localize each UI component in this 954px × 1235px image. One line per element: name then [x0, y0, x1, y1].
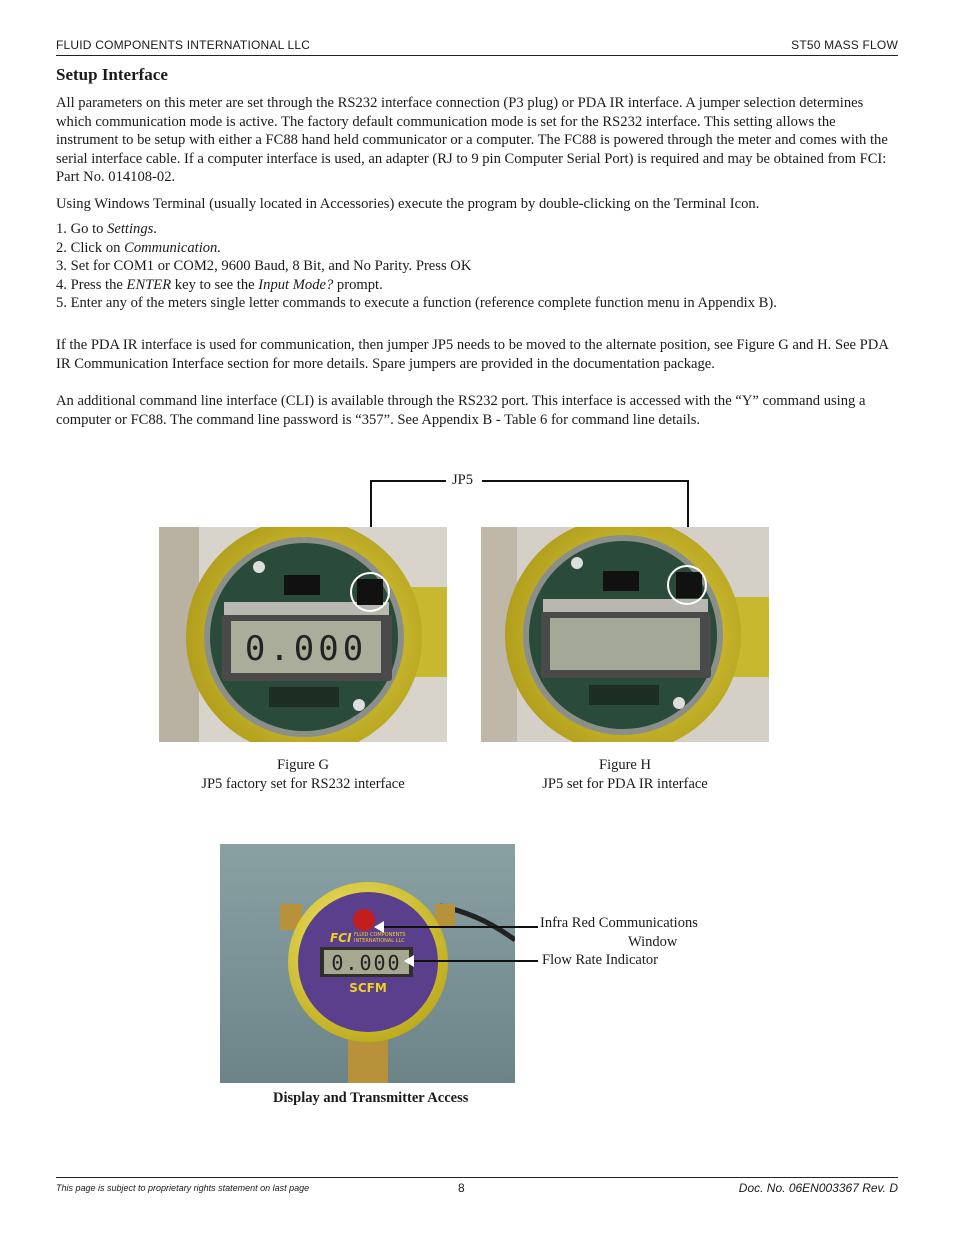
figure-g-text: JP5 factory set for RS232 interface [201, 776, 405, 792]
section-title: Setup Interface [56, 65, 168, 84]
paragraph-cli: An additional command line interface (CLI) is available through the RS232 port. This interface is accessed with the “Y” command using a computer or FC88. The command line password is “357”. See Appendix B - Table 6 for command line details. [56, 393, 866, 428]
flow-callout-arrow [404, 955, 414, 967]
figure-h-photo [481, 527, 769, 742]
step-3: 3. Set for COM1 or COM2, 9600 Baud, 8 Bit, and No Parity. Press OK [56, 258, 472, 275]
footer-proprietary: This page is subject to proprietary rights statement on last page [56, 1183, 310, 1193]
ir-callout-arrow [374, 921, 384, 933]
display-logo-sub2: INTERNATIONAL LLC [354, 938, 405, 944]
flow-callout-label: Flow Rate Indicator [542, 952, 658, 968]
paragraph-pda: If the PDA IR interface is used for communication, then jumper JP5 needs to be moved to the alternate position, see Figure G and H. See PDA IR Communication Interface section for more details. Spare jumpers are provided in the documentation package. [56, 337, 889, 372]
jp5-label: JP5 [452, 472, 473, 488]
display-photo [220, 844, 515, 1083]
step-2: 2. Click on Communication. [56, 239, 221, 256]
figure-g-caption [159, 756, 447, 794]
figure-g-photo [159, 527, 447, 742]
footer-rule [56, 1177, 898, 1178]
jp5-leader-right-h [482, 480, 688, 482]
figure-h-title: Figure H [599, 757, 651, 773]
paragraph-terminal: Using Windows Terminal (usually located in Accessories) execute the program by double-clicking on the Terminal Icon. [56, 196, 760, 212]
step-4: 4. Press the ENTER key to see the Input Mode? prompt. [56, 276, 383, 293]
footer-doc-number: Doc. No. 06EN003367 Rev. D [738, 1181, 898, 1195]
display-lcd: 0.000 [331, 951, 402, 975]
footer-page-number: 8 [458, 1181, 465, 1195]
display-caption: Display and Transmitter Access [273, 1090, 469, 1106]
header-company: FLUID COMPONENTS INTERNATIONAL LLC [56, 38, 311, 52]
step-5: 5. Enter any of the meters single letter commands to execute a function (reference complete function menu in Appendix B). [56, 295, 777, 312]
figure-g-title: Figure G [277, 757, 329, 773]
jp5-leader-left-h [370, 480, 446, 482]
display-unit: SCFM [349, 981, 387, 995]
ir-callout-label-2: Window [628, 934, 678, 950]
ir-callout-label-1: Infra Red Communications [540, 915, 698, 931]
step-1: 1. Go to Settings. [56, 221, 157, 237]
display-logo: FCI [330, 931, 352, 945]
paragraph-interface: All parameters on this meter are set through the RS232 interface connection (P3 plug) or PDA IR interface. A jumper selection determines which communication mode is active. The factory default communication mode is set for the RS232 interface. This setting allows the instrument to be setup with either a FC88 hand held communicator or a computer. The FC88 is powered through the meter and comes with the serial interface cable. If a computer interface is used, an adapter (RJ to 9 pin Computer Serial Port) is required and may be obtained from FCI: Part No. 014108-02. [56, 95, 888, 186]
header-rule [56, 55, 898, 56]
header-product: ST50 MASS FLOW [791, 38, 898, 52]
figure-h-text: JP5 set for PDA IR interface [542, 776, 708, 792]
figure-g-lcd: 0.000 [244, 629, 368, 669]
display-logo-sub1: FLUID COMPONENTS [354, 932, 406, 938]
steps-list [56, 220, 901, 313]
ir-callout-line [380, 926, 538, 928]
figure-h-caption [481, 756, 769, 794]
flow-callout-line [410, 960, 538, 962]
